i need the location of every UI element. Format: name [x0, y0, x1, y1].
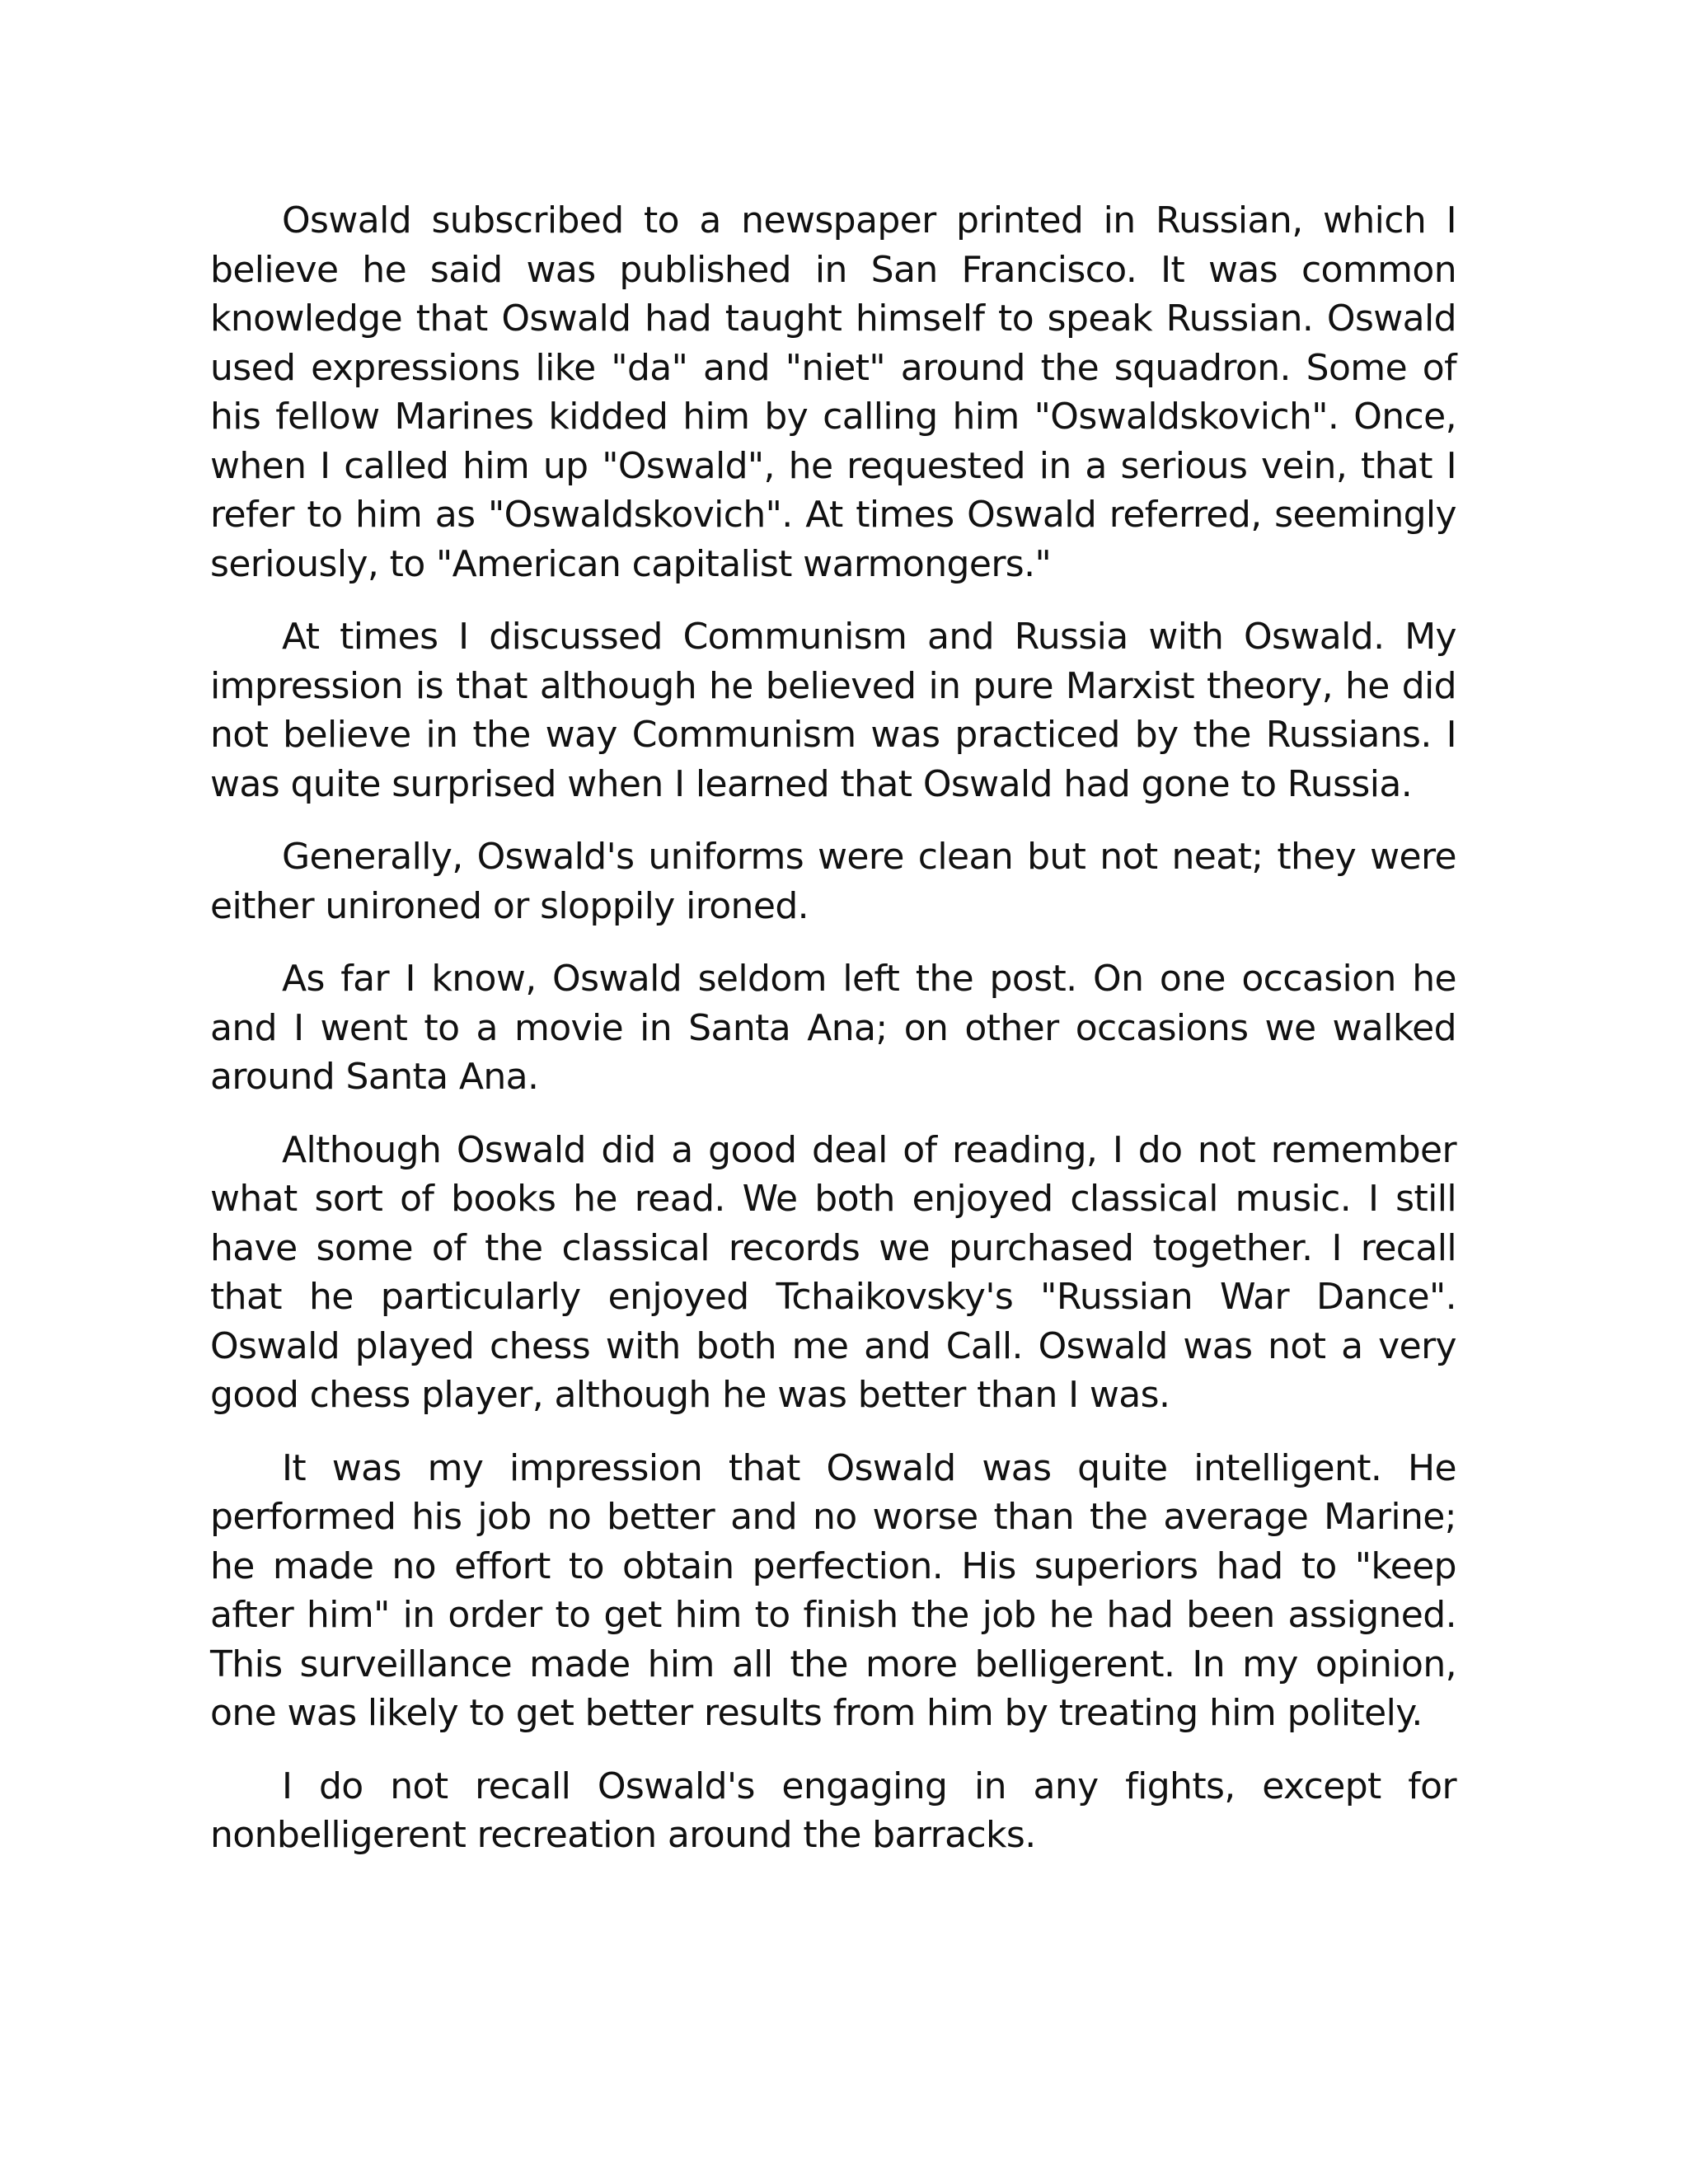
document-body: [210, 196, 1456, 1884]
paragraph-santa-ana: As far I know, Oswald seldom left the post. On one occasion he and I went to a movie in Santa Ana; on other occasions we walked around Santa Ana.: [210, 958, 1456, 1098]
paragraph-communism: At times I discussed Communism and Russia with Oswald. My impression is that although he believed in pure Marxist theory, he did not believe in the way Communism was practiced by the Russians. I was quite surprised when I learned that Oswald had gone to Russia.: [210, 616, 1456, 805]
paragraph-newspaper: Oswald subscribed to a newspaper printed in Russian, which I believe he said was published in San Francisco. It was common knowledge that Oswald had taught himself to speak Russian. Oswald used expressions like "da" and "niet" around the squadron. Some of his fellow Marines kidded him by calling him "Oswaldskovich". Once, when I called him up "Oswald", he requested in a serious vein, that I refer to him as "Oswaldskovich". At times Oswald referred, seemingly seriously, to "American capitalist warmongers.": [210, 199, 1456, 585]
paragraph-intelligence: It was my impression that Oswald was quite intelligent. He performed his job no better and no worse than the average Marine; he made no effort to obtain perfection. His superiors had to "keep after him" in order to get him to finish the job he had been assigned. This surveillance made him all the more belligerent. In my opinion, one was likely to get better results from him by treating him politely.: [210, 1446, 1456, 1734]
paragraph-fights: I do not recall Oswald's engaging in any fights, except for nonbelligerent recreation around the barracks.: [210, 1765, 1456, 1856]
paragraph-uniforms: Generally, Oswald's uniforms were clean but not neat; they were either unironed or sloppily ironed.: [210, 836, 1456, 927]
paragraph-reading-music: Although Oswald did a good deal of reading, I do not remember what sort of books he read. We both enjoyed classical music. I still have some of the classical records we purchased together. I recall that he particularly enjoyed Tchaikovsky's "Russian War Dance". Oswald played chess with both me and Call. Oswald was not a very good chess player, although he was better than I was.: [210, 1128, 1456, 1416]
